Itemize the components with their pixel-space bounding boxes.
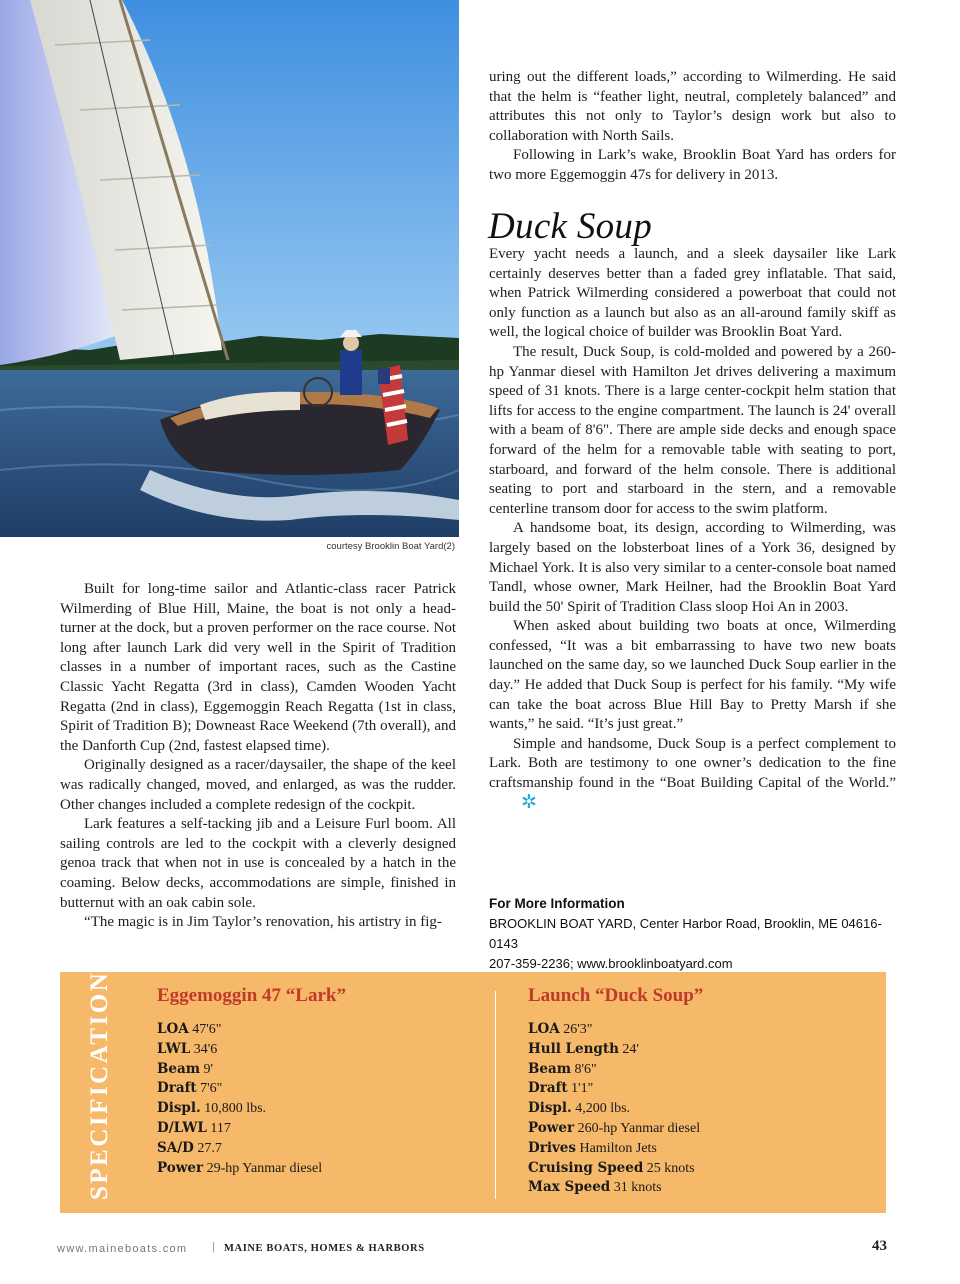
spec-divider [495, 991, 496, 1199]
spec-row [157, 1159, 346, 1179]
paragraph: Built for long-time sailor and Atlantic-class racer Patrick Wilmerding of Blue Hill, Maine, the boat is not only a head-turner at the dock, but a proven performer on the race course. Not long after launch Lark did very well in the Spirit of Tradition classes in a number of important races, such as the Castine Classic Yacht Regatta (3rd in class), Camden Wooden Yacht Regatta (2nd in class), Eggemoggin Reach Regatta (1st in class, Spirit of Tradition B); Downeast Race Weekend (7th overall), and the Danforth Cup (2nd, fastest elapsed time). [60, 581, 456, 754]
spec-row [157, 1020, 346, 1040]
page-footer [57, 1240, 887, 1260]
paragraph: The result, Duck Soup, is cold-molded and powered by a 260-hp Yanmar diesel with Hamilton Jet drives delivering a maximum speed of 31 knots. There is a large center-cockpit helm station that lifts for access to the engine compartment. The launch is 24' overall with a beam of 8'6". There are ample side decks and enough space forward of the helm for a removable table with seating to port, starboard, and forward of the helm console. There is additional seating to port and starboard in the stern, and a removable centerline transom door for access to the swim platform. [489, 343, 896, 517]
spec-label: SA/D [157, 1139, 194, 1156]
paragraph: uring out the different loads,” according to Wilmerding. He said that the helm is “feather light, neutral, completely balanced” and attributes this not only to Taylor’s design work but also to collaboration with North Sails. [489, 69, 896, 144]
spec-label: Drives [528, 1139, 576, 1156]
spec-label: Power [528, 1119, 575, 1136]
spec-label: Displ. [157, 1100, 201, 1117]
end-mark-icon: ✲ [521, 792, 537, 814]
spec-value: 47'6" [192, 1022, 222, 1037]
spec-value: 117 [210, 1120, 231, 1136]
spec-row [157, 1079, 346, 1099]
specifications-label: SPECIFICATIONS [86, 954, 113, 1200]
spec-row [157, 1040, 346, 1060]
paragraph: Following in Lark’s wake, Brooklin Boat Yard has orders for two more Eggemoggin 47s for delivery in 2013. [489, 147, 896, 183]
spec-label: Beam [528, 1060, 572, 1077]
spec-label: Hull Length [528, 1040, 619, 1057]
spec-label: Power [157, 1159, 204, 1176]
spec-value: 31 knots [613, 1180, 662, 1196]
spec-label: LWL [157, 1040, 191, 1057]
spec-title: Launch “Duck Soup” [528, 985, 704, 1006]
paragraph: A handsome boat, its design, according to Wilmerding, was largely based on the lobsterboat lines of a York 36, designed by Michael York. It is also very similar to a center-console boat named Tandl, whose owner, Mark Heilner, had the Brooklin Boat Yard build the 50' Spirit of Tradition Class sloop Hoi An in 2003. [489, 520, 896, 615]
spec-value: 27.7 [197, 1140, 222, 1156]
footer-separator: | [212, 1241, 215, 1253]
paragraph [489, 735, 896, 813]
sailboat-photo [0, 0, 459, 537]
spec-row [528, 1060, 703, 1080]
spec-row [528, 1178, 703, 1198]
spec-label: LOA [528, 1021, 560, 1037]
spec-row [528, 1159, 703, 1179]
paragraph: Lark features a self-tacking jib and a Leisure Furl boom. All sailing controls are led to the cockpit with a cleverly designed genoa track that when not in use is concealed by a hatch in the coaming. Below decks, accommodations are simple, finished in butternut with an oak cabin sole. [60, 816, 456, 911]
spec-row [528, 1020, 703, 1040]
spec-row [528, 1099, 703, 1119]
spec-value: 260-hp Yanmar diesel [577, 1120, 701, 1136]
paragraph: When asked about building two boats at once, Wilmerding confessed, “It was a bit embarrassing to have two new boats launched on the same day, so we launched Duck Soup earlier in the day.” He added that Duck Soup is perfect for his family. “My wife can take the boat across Blue Hill Bay to Pretty Marsh if she wants,” he said. “It’s just great.” [489, 618, 896, 733]
paragraph: Originally designed as a racer/daysailer, the shape of the keel was radically changed, moved, and enlarged, as was the rudder. Other changes included a complete redesign of the cockpit. [60, 757, 456, 813]
spec-value: 4,200 lbs. [575, 1101, 631, 1117]
spec-row [528, 1119, 703, 1139]
spec-value: 9' [203, 1061, 214, 1077]
spec-value: 7'6" [200, 1081, 223, 1097]
spec-row [528, 1079, 703, 1099]
spec-row [157, 1099, 346, 1119]
spec-value: 29-hp Yanmar diesel [206, 1160, 323, 1176]
footer-url[interactable]: www.maineboats.com [57, 1243, 188, 1255]
spec-row [528, 1139, 703, 1159]
paragraph: Every yacht needs a launch, and a sleek daysailer like Lark certainly deserves better than a faded grey inflatable. That said, when Patrick Wilmerding considered a powerboat that could not only function as a launch but also as an all-around family skiff as well, the logical choice of builder was Brooklin Boat Yard. [489, 246, 896, 341]
spec-label: LOA [157, 1021, 189, 1037]
spec-row [157, 1139, 346, 1159]
spec-label: D/LWL [157, 1119, 207, 1136]
spec-label: Draft [528, 1080, 568, 1097]
spec-value: 24' [622, 1041, 639, 1057]
spec-column-lark [157, 984, 346, 1178]
spec-value: 1'1" [571, 1081, 594, 1097]
spec-row [157, 1119, 346, 1139]
spec-value: Hamilton Jets [579, 1140, 657, 1156]
paragraph-text: Simple and handsome, Duck Soup is a perfect complement to Lark. Both are testimony to one owner’s dedication to the fine craftsmanship found in the “Boat Building Capital of the World.” [489, 735, 896, 792]
spec-label: Draft [157, 1080, 197, 1097]
sailboat-illustration [0, 0, 459, 537]
more-info-contact: 207-359-2236; www.brooklinboatyard.com [489, 956, 733, 971]
article-continuation [489, 68, 896, 186]
article-left-column [60, 580, 456, 933]
spec-label: Beam [157, 1060, 201, 1077]
spec-value: 26'3" [563, 1022, 593, 1037]
spec-value: 25 knots [646, 1160, 695, 1176]
spec-value: 34'6 [193, 1041, 218, 1057]
spec-label: Displ. [528, 1100, 572, 1117]
page-number: 43 [872, 1238, 887, 1254]
more-info-heading: For More Information [489, 896, 625, 911]
spec-label: Max Speed [528, 1179, 611, 1196]
more-information [489, 894, 909, 974]
spec-value: 8'6" [574, 1061, 597, 1077]
paragraph: “The magic is in Jim Taylor’s renovation, his artistry in fig- [84, 914, 442, 931]
section-headline: Duck Soup [488, 206, 653, 247]
spec-title: Eggemoggin 47 “Lark” [157, 985, 346, 1006]
more-info-address: BROOKLIN BOAT YARD, Center Harbor Road, Brooklin, ME 04616-0143 [489, 916, 882, 951]
photo-credit: courtesy Brooklin Boat Yard(2) [326, 541, 455, 552]
spec-row [157, 1060, 346, 1080]
magazine-name: MAINE BOATS, HOMES & HARBORS [224, 1243, 425, 1254]
spec-label: Cruising Speed [528, 1159, 644, 1176]
article-right-column [489, 245, 896, 813]
spec-value: 10,800 lbs. [204, 1101, 267, 1117]
spec-column-duck-soup [528, 984, 703, 1198]
spec-row [528, 1040, 703, 1060]
